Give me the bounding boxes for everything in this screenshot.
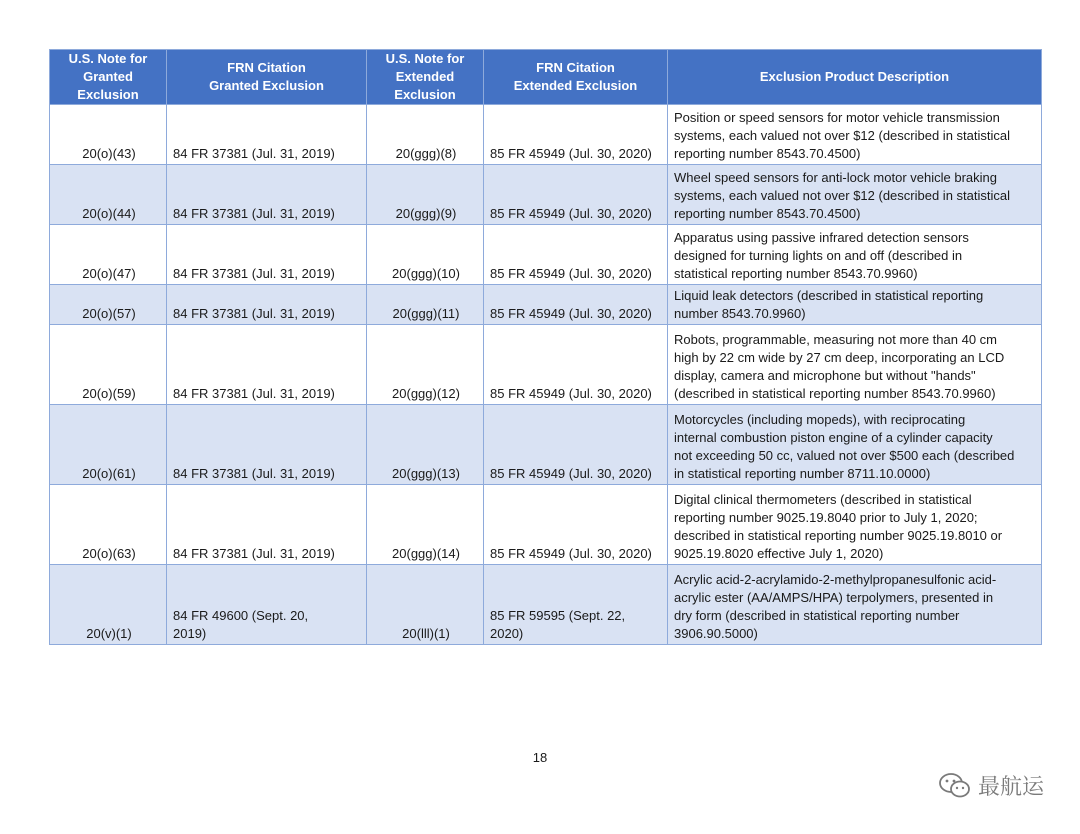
cell-text: 20(ggg)(9) bbox=[395, 206, 457, 221]
table-row bbox=[50, 105, 1042, 165]
table-row bbox=[50, 285, 1042, 325]
cell-line: Acrylic acid-2-acrylamido-2-methylpropanesulfonic acid- bbox=[674, 572, 997, 587]
cell-text: 20(o)(57) bbox=[82, 306, 136, 321]
cell-line: 85 FR 59595 (Sept. 22, bbox=[490, 608, 626, 623]
cell-us-note-extended bbox=[367, 405, 484, 485]
header-line: U.S. Note for bbox=[385, 51, 465, 66]
cell-frn-granted bbox=[167, 225, 367, 285]
cell-line: 84 FR 37381 (Jul. 31, 2019) bbox=[173, 206, 335, 221]
cell-text: 20(o)(59) bbox=[82, 386, 136, 401]
cell-line: designed for turning lights on and off (described in bbox=[674, 248, 963, 263]
cell-line: 2019) bbox=[173, 626, 207, 641]
cell-line: acrylic ester (AA/AMPS/HPA) terpolymers, presented in bbox=[674, 590, 994, 605]
cell-line: systems, each valued not over $12 (described in statistical bbox=[674, 188, 1011, 203]
cell-frn-granted bbox=[167, 105, 367, 165]
cell-frn-granted bbox=[167, 565, 367, 645]
cell-description bbox=[668, 485, 1042, 565]
cell-line: 85 FR 45949 (Jul. 30, 2020) bbox=[490, 466, 652, 481]
cell-text: 20(ggg)(8) bbox=[395, 146, 457, 161]
table-row bbox=[50, 325, 1042, 405]
header-line: Exclusion bbox=[77, 87, 139, 102]
cell-us-note-granted bbox=[50, 225, 167, 285]
cell-description bbox=[668, 405, 1042, 485]
cell-frn-granted bbox=[167, 405, 367, 485]
cell-description bbox=[668, 105, 1042, 165]
header-description bbox=[668, 50, 1042, 105]
cell-line: reporting number 9025.19.8040 prior to July 1, 2020; bbox=[674, 510, 978, 525]
exclusion-table bbox=[49, 49, 1042, 645]
header-line: Extended bbox=[395, 69, 455, 84]
cell-line: Robots, programmable, measuring not more than 40 cm bbox=[674, 332, 997, 347]
cell-line: statistical reporting number 8543.70.9960) bbox=[674, 266, 918, 281]
cell-us-note-extended bbox=[367, 105, 484, 165]
cell-line: 84 FR 37381 (Jul. 31, 2019) bbox=[173, 306, 335, 321]
cell-line: 3906.90.5000) bbox=[674, 626, 758, 641]
cell-us-note-granted bbox=[50, 105, 167, 165]
header-line: Exclusion Product Description bbox=[759, 69, 950, 84]
cell-line: Position or speed sensors for motor vehicle transmission bbox=[674, 110, 1000, 125]
cell-line: 85 FR 45949 (Jul. 30, 2020) bbox=[490, 266, 652, 281]
cell-frn-granted bbox=[167, 325, 367, 405]
cell-us-note-granted bbox=[50, 325, 167, 405]
cell-frn-granted bbox=[167, 165, 367, 225]
cell-line: 84 FR 37381 (Jul. 31, 2019) bbox=[173, 266, 335, 281]
cell-description bbox=[668, 225, 1042, 285]
cell-frn-extended bbox=[484, 325, 668, 405]
header-line: U.S. Note for bbox=[68, 51, 148, 66]
cell-line: not exceeding 50 cc, valued not over $500 each (described bbox=[674, 448, 1015, 463]
watermark-text: 最航运 bbox=[977, 775, 1044, 800]
table-header-row bbox=[50, 50, 1042, 105]
wechat-icon bbox=[938, 772, 972, 800]
cell-text: 20(ggg)(10) bbox=[392, 266, 460, 281]
cell-description bbox=[668, 285, 1042, 325]
cell-line: 84 FR 37381 (Jul. 31, 2019) bbox=[173, 466, 335, 481]
cell-text: 20(o)(44) bbox=[82, 206, 136, 221]
cell-text: 20(ggg)(14) bbox=[392, 546, 460, 561]
cell-text: 20(o)(61) bbox=[82, 466, 136, 481]
header-line: Extended Exclusion bbox=[513, 78, 638, 93]
cell-frn-extended bbox=[484, 565, 668, 645]
cell-frn-extended bbox=[484, 405, 668, 485]
header-line: Granted bbox=[83, 69, 133, 84]
cell-us-note-granted bbox=[50, 405, 167, 485]
cell-text: 20(o)(43) bbox=[82, 146, 136, 161]
cell-line: 84 FR 49600 (Sept. 20, bbox=[173, 608, 309, 623]
cell-text: 20(ggg)(12) bbox=[392, 386, 460, 401]
header-us-note-granted bbox=[50, 50, 167, 105]
cell-us-note-extended bbox=[367, 225, 484, 285]
cell-text: 20(o)(47) bbox=[82, 266, 136, 281]
cell-text: 20(ggg)(13) bbox=[392, 466, 460, 481]
cell-line: 85 FR 45949 (Jul. 30, 2020) bbox=[490, 206, 652, 221]
cell-line: 85 FR 45949 (Jul. 30, 2020) bbox=[490, 306, 652, 321]
cell-line: Wheel speed sensors for anti-lock motor vehicle braking bbox=[674, 170, 997, 185]
page-number: 18 bbox=[532, 750, 548, 765]
cell-text: 20(lll)(1) bbox=[402, 626, 450, 641]
cell-us-note-extended bbox=[367, 485, 484, 565]
cell-line: 2020) bbox=[490, 626, 524, 641]
header-frn-granted bbox=[167, 50, 367, 105]
header-line: FRN Citation bbox=[536, 60, 615, 75]
header-frn-extended bbox=[484, 50, 668, 105]
table-row bbox=[50, 165, 1042, 225]
header-line: Granted Exclusion bbox=[209, 78, 324, 93]
cell-line: 85 FR 45949 (Jul. 30, 2020) bbox=[490, 546, 652, 561]
cell-line: number 8543.70.9960) bbox=[674, 306, 806, 321]
header-line: Exclusion bbox=[394, 87, 456, 102]
cell-us-note-extended bbox=[367, 325, 484, 405]
cell-us-note-granted bbox=[50, 485, 167, 565]
table-row bbox=[50, 485, 1042, 565]
table-row bbox=[50, 565, 1042, 645]
cell-line: (described in statistical reporting number 8543.70.9960) bbox=[674, 386, 996, 401]
cell-frn-extended bbox=[484, 285, 668, 325]
cell-description bbox=[668, 565, 1042, 645]
cell-us-note-granted bbox=[50, 285, 167, 325]
cell-us-note-extended bbox=[367, 165, 484, 225]
cell-us-note-granted bbox=[50, 565, 167, 645]
cell-text: 20(v)(1) bbox=[86, 626, 132, 641]
header-us-note-extended bbox=[367, 50, 484, 105]
cell-line: systems, each valued not over $12 (described in statistical bbox=[674, 128, 1011, 143]
cell-frn-extended bbox=[484, 165, 668, 225]
cell-frn-granted bbox=[167, 485, 367, 565]
cell-line: display, camera and microphone but without "hands" bbox=[674, 368, 976, 383]
cell-line: 85 FR 45949 (Jul. 30, 2020) bbox=[490, 146, 652, 161]
cell-description bbox=[668, 325, 1042, 405]
table-row bbox=[50, 225, 1042, 285]
cell-us-note-extended bbox=[367, 285, 484, 325]
cell-line: 84 FR 37381 (Jul. 31, 2019) bbox=[173, 146, 335, 161]
cell-us-note-granted bbox=[50, 165, 167, 225]
cell-line: Liquid leak detectors (described in statistical reporting bbox=[674, 288, 984, 303]
table-body bbox=[50, 105, 1042, 645]
cell-line: 84 FR 37381 (Jul. 31, 2019) bbox=[173, 546, 335, 561]
cell-line: high by 22 cm wide by 27 cm deep, incorporating an LCD bbox=[674, 350, 1005, 365]
cell-line: reporting number 8543.70.4500) bbox=[674, 206, 861, 221]
cell-us-note-extended bbox=[367, 565, 484, 645]
table-row bbox=[50, 405, 1042, 485]
cell-line: reporting number 8543.70.4500) bbox=[674, 146, 861, 161]
header-line: FRN Citation bbox=[227, 60, 306, 75]
cell-line: in statistical reporting number 8711.10.0000) bbox=[674, 466, 931, 481]
watermark bbox=[938, 770, 1044, 801]
cell-frn-extended bbox=[484, 485, 668, 565]
cell-line: Digital clinical thermometers (described in statistical bbox=[674, 492, 972, 507]
cell-text: 20(o)(63) bbox=[82, 546, 136, 561]
cell-line: Apparatus using passive infrared detection sensors bbox=[674, 230, 969, 245]
cell-line: 85 FR 45949 (Jul. 30, 2020) bbox=[490, 386, 652, 401]
cell-text: 20(ggg)(11) bbox=[392, 306, 460, 321]
cell-line: dry form (described in statistical reporting number bbox=[674, 608, 960, 623]
cell-line: 84 FR 37381 (Jul. 31, 2019) bbox=[173, 386, 335, 401]
cell-line: described in statistical reporting number 9025.19.8010 or bbox=[674, 528, 1003, 543]
cell-line: Motorcycles (including mopeds), with reciprocating bbox=[674, 412, 966, 427]
cell-line: internal combustion piston engine of a cylinder capacity bbox=[674, 430, 993, 445]
cell-line: 9025.19.8020 effective July 1, 2020) bbox=[674, 546, 884, 561]
cell-frn-granted bbox=[167, 285, 367, 325]
cell-frn-extended bbox=[484, 105, 668, 165]
cell-frn-extended bbox=[484, 225, 668, 285]
cell-description bbox=[668, 165, 1042, 225]
